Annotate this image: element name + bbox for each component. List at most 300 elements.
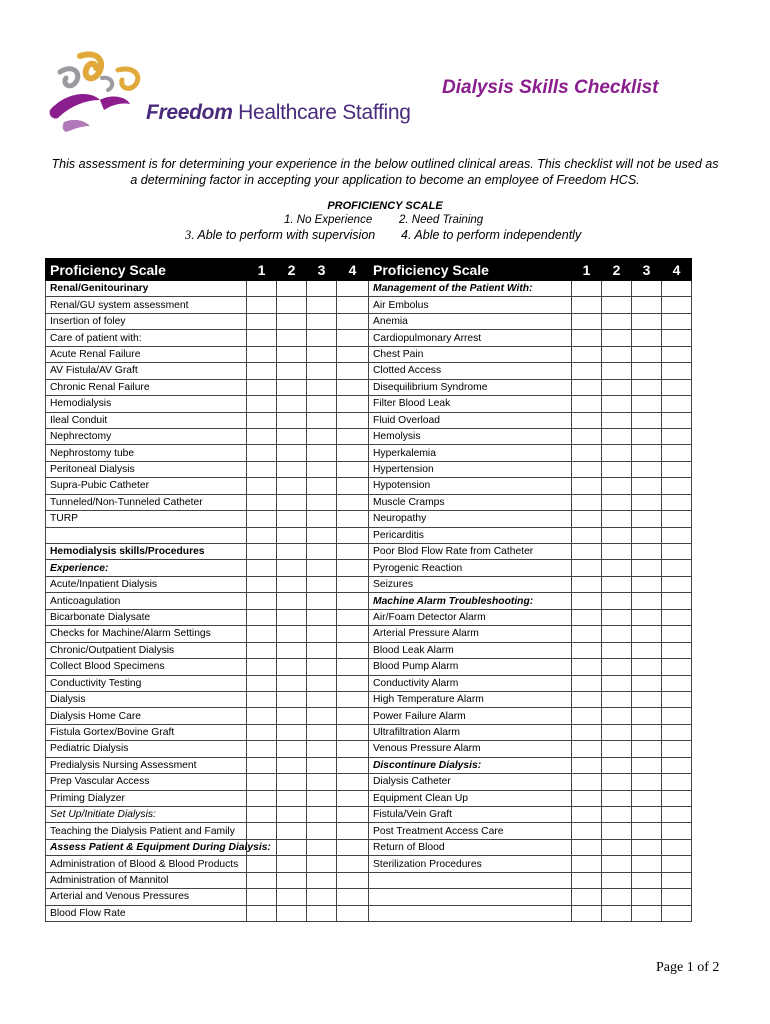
rating-box-left-4[interactable]: [337, 708, 369, 724]
rating-box-left-2[interactable]: [277, 889, 307, 905]
rating-box-right-3[interactable]: [632, 346, 662, 362]
rating-box-left-1[interactable]: [247, 576, 277, 592]
rating-box-left-3[interactable]: [307, 379, 337, 395]
rating-box-right-3[interactable]: [632, 428, 662, 444]
rating-box-left-3[interactable]: [307, 396, 337, 412]
rating-box-right-1[interactable]: [572, 576, 602, 592]
rating-box-right-2[interactable]: [602, 363, 632, 379]
rating-box-right-3[interactable]: [632, 724, 662, 740]
rating-box-left-1[interactable]: [247, 461, 277, 477]
rating-box-right-1[interactable]: [572, 445, 602, 461]
rating-box-right-1[interactable]: [572, 560, 602, 576]
rating-box-left-2[interactable]: [277, 905, 307, 921]
rating-box-right-4[interactable]: [662, 790, 692, 806]
rating-box-left-2[interactable]: [277, 839, 307, 855]
rating-box-left-2[interactable]: [277, 576, 307, 592]
rating-box-right-4[interactable]: [662, 691, 692, 707]
rating-box-right-4[interactable]: [662, 807, 692, 823]
rating-box-left-3[interactable]: [307, 609, 337, 625]
rating-box-left-2[interactable]: [277, 856, 307, 872]
rating-box-right-4[interactable]: [662, 757, 692, 773]
rating-box-right-3[interactable]: [632, 691, 662, 707]
rating-box-left-2[interactable]: [277, 807, 307, 823]
rating-box-right-1[interactable]: [572, 478, 602, 494]
rating-box-right-3[interactable]: [632, 741, 662, 757]
rating-box-left-1[interactable]: [247, 593, 277, 609]
rating-box-right-2[interactable]: [602, 807, 632, 823]
rating-box-right-2[interactable]: [602, 576, 632, 592]
rating-box-right-4[interactable]: [662, 576, 692, 592]
rating-box-left-2[interactable]: [277, 511, 307, 527]
rating-box-left-1[interactable]: [247, 412, 277, 428]
rating-box-right-3[interactable]: [632, 856, 662, 872]
rating-box-left-4[interactable]: [337, 642, 369, 658]
rating-box-left-4[interactable]: [337, 823, 369, 839]
rating-box-left-3[interactable]: [307, 757, 337, 773]
rating-box-right-4[interactable]: [662, 281, 692, 297]
rating-box-right-2[interactable]: [602, 741, 632, 757]
rating-box-right-3[interactable]: [632, 445, 662, 461]
rating-box-right-4[interactable]: [662, 708, 692, 724]
rating-box-right-2[interactable]: [602, 774, 632, 790]
rating-box-left-3[interactable]: [307, 428, 337, 444]
rating-box-right-1[interactable]: [572, 609, 602, 625]
rating-box-right-3[interactable]: [632, 609, 662, 625]
rating-box-left-2[interactable]: [277, 609, 307, 625]
rating-box-right-2[interactable]: [602, 445, 632, 461]
rating-box-left-4[interactable]: [337, 724, 369, 740]
rating-box-left-4[interactable]: [337, 593, 369, 609]
rating-box-left-4[interactable]: [337, 363, 369, 379]
rating-box-right-2[interactable]: [602, 379, 632, 395]
rating-box-right-1[interactable]: [572, 724, 602, 740]
rating-box-right-3[interactable]: [632, 757, 662, 773]
rating-box-left-4[interactable]: [337, 461, 369, 477]
rating-box-right-3[interactable]: [632, 544, 662, 560]
rating-box-left-4[interactable]: [337, 675, 369, 691]
rating-box-right-4[interactable]: [662, 297, 692, 313]
rating-box-left-4[interactable]: [337, 856, 369, 872]
rating-box-right-1[interactable]: [572, 691, 602, 707]
rating-box-left-4[interactable]: [337, 626, 369, 642]
rating-box-right-1[interactable]: [572, 708, 602, 724]
rating-box-left-2[interactable]: [277, 396, 307, 412]
rating-box-left-2[interactable]: [277, 708, 307, 724]
rating-box-right-1[interactable]: [572, 363, 602, 379]
rating-box-right-4[interactable]: [662, 511, 692, 527]
rating-box-right-1[interactable]: [572, 494, 602, 510]
rating-box-left-4[interactable]: [337, 428, 369, 444]
rating-box-right-3[interactable]: [632, 807, 662, 823]
rating-box-left-3[interactable]: [307, 708, 337, 724]
rating-box-left-2[interactable]: [277, 774, 307, 790]
rating-box-left-2[interactable]: [277, 724, 307, 740]
rating-box-left-4[interactable]: [337, 790, 369, 806]
rating-box-left-3[interactable]: [307, 330, 337, 346]
rating-box-right-4[interactable]: [662, 412, 692, 428]
rating-box-left-2[interactable]: [277, 445, 307, 461]
rating-box-left-3[interactable]: [307, 494, 337, 510]
rating-box-right-4[interactable]: [662, 478, 692, 494]
rating-box-right-3[interactable]: [632, 905, 662, 921]
rating-box-right-1[interactable]: [572, 461, 602, 477]
rating-box-left-2[interactable]: [277, 363, 307, 379]
rating-box-right-3[interactable]: [632, 708, 662, 724]
rating-box-right-3[interactable]: [632, 396, 662, 412]
rating-box-right-2[interactable]: [602, 313, 632, 329]
rating-box-left-4[interactable]: [337, 905, 369, 921]
rating-box-left-4[interactable]: [337, 281, 369, 297]
rating-box-right-2[interactable]: [602, 889, 632, 905]
rating-box-right-4[interactable]: [662, 905, 692, 921]
rating-box-right-1[interactable]: [572, 346, 602, 362]
rating-box-left-3[interactable]: [307, 626, 337, 642]
rating-box-left-1[interactable]: [247, 905, 277, 921]
rating-box-right-1[interactable]: [572, 281, 602, 297]
rating-box-right-3[interactable]: [632, 313, 662, 329]
rating-box-left-1[interactable]: [247, 675, 277, 691]
rating-box-right-2[interactable]: [602, 757, 632, 773]
rating-box-right-1[interactable]: [572, 675, 602, 691]
rating-box-left-1[interactable]: [247, 330, 277, 346]
rating-box-right-2[interactable]: [602, 560, 632, 576]
rating-box-right-4[interactable]: [662, 872, 692, 888]
rating-box-left-2[interactable]: [277, 544, 307, 560]
rating-box-right-1[interactable]: [572, 313, 602, 329]
rating-box-left-3[interactable]: [307, 741, 337, 757]
rating-box-left-4[interactable]: [337, 313, 369, 329]
rating-box-right-2[interactable]: [602, 330, 632, 346]
rating-box-left-4[interactable]: [337, 527, 369, 543]
rating-box-right-3[interactable]: [632, 363, 662, 379]
rating-box-right-1[interactable]: [572, 511, 602, 527]
rating-box-right-4[interactable]: [662, 363, 692, 379]
rating-box-right-3[interactable]: [632, 560, 662, 576]
rating-box-right-2[interactable]: [602, 527, 632, 543]
rating-box-right-1[interactable]: [572, 774, 602, 790]
rating-box-right-4[interactable]: [662, 461, 692, 477]
rating-box-left-2[interactable]: [277, 757, 307, 773]
rating-box-right-3[interactable]: [632, 790, 662, 806]
rating-box-left-1[interactable]: [247, 790, 277, 806]
rating-box-left-3[interactable]: [307, 889, 337, 905]
rating-box-right-2[interactable]: [602, 659, 632, 675]
rating-box-right-2[interactable]: [602, 428, 632, 444]
rating-box-right-4[interactable]: [662, 626, 692, 642]
rating-box-left-4[interactable]: [337, 889, 369, 905]
rating-box-left-2[interactable]: [277, 412, 307, 428]
rating-box-right-4[interactable]: [662, 889, 692, 905]
rating-box-right-4[interactable]: [662, 659, 692, 675]
rating-box-right-3[interactable]: [632, 461, 662, 477]
rating-box-left-4[interactable]: [337, 412, 369, 428]
rating-box-left-4[interactable]: [337, 609, 369, 625]
rating-box-right-1[interactable]: [572, 807, 602, 823]
rating-box-left-1[interactable]: [247, 297, 277, 313]
rating-box-left-3[interactable]: [307, 807, 337, 823]
rating-box-left-1[interactable]: [247, 494, 277, 510]
rating-box-left-3[interactable]: [307, 724, 337, 740]
rating-box-right-1[interactable]: [572, 905, 602, 921]
rating-box-left-4[interactable]: [337, 544, 369, 560]
rating-box-left-2[interactable]: [277, 313, 307, 329]
rating-box-right-3[interactable]: [632, 478, 662, 494]
rating-box-left-1[interactable]: [247, 659, 277, 675]
rating-box-left-1[interactable]: [247, 478, 277, 494]
rating-box-left-3[interactable]: [307, 872, 337, 888]
rating-box-right-3[interactable]: [632, 593, 662, 609]
rating-box-right-2[interactable]: [602, 544, 632, 560]
rating-box-left-3[interactable]: [307, 560, 337, 576]
rating-box-left-2[interactable]: [277, 379, 307, 395]
rating-box-left-1[interactable]: [247, 724, 277, 740]
rating-box-right-4[interactable]: [662, 445, 692, 461]
rating-box-left-1[interactable]: [247, 823, 277, 839]
rating-box-right-1[interactable]: [572, 872, 602, 888]
rating-box-left-2[interactable]: [277, 691, 307, 707]
rating-box-left-1[interactable]: [247, 642, 277, 658]
rating-box-right-2[interactable]: [602, 593, 632, 609]
rating-box-left-2[interactable]: [277, 330, 307, 346]
rating-box-right-4[interactable]: [662, 823, 692, 839]
rating-box-left-3[interactable]: [307, 576, 337, 592]
rating-box-left-4[interactable]: [337, 741, 369, 757]
rating-box-right-4[interactable]: [662, 527, 692, 543]
rating-box-left-3[interactable]: [307, 691, 337, 707]
rating-box-right-3[interactable]: [632, 297, 662, 313]
rating-box-right-2[interactable]: [602, 839, 632, 855]
rating-box-left-4[interactable]: [337, 379, 369, 395]
rating-box-left-2[interactable]: [277, 494, 307, 510]
rating-box-right-4[interactable]: [662, 774, 692, 790]
rating-box-right-1[interactable]: [572, 593, 602, 609]
rating-box-left-1[interactable]: [247, 511, 277, 527]
rating-box-left-1[interactable]: [247, 609, 277, 625]
rating-box-left-3[interactable]: [307, 790, 337, 806]
rating-box-left-1[interactable]: [247, 560, 277, 576]
rating-box-left-4[interactable]: [337, 839, 369, 855]
rating-box-left-2[interactable]: [277, 560, 307, 576]
rating-box-left-1[interactable]: [247, 691, 277, 707]
rating-box-right-3[interactable]: [632, 659, 662, 675]
rating-box-right-1[interactable]: [572, 379, 602, 395]
rating-box-left-2[interactable]: [277, 593, 307, 609]
rating-box-left-4[interactable]: [337, 807, 369, 823]
rating-box-right-2[interactable]: [602, 494, 632, 510]
rating-box-right-3[interactable]: [632, 774, 662, 790]
rating-box-right-1[interactable]: [572, 544, 602, 560]
rating-box-left-2[interactable]: [277, 790, 307, 806]
rating-box-right-1[interactable]: [572, 527, 602, 543]
rating-box-right-2[interactable]: [602, 346, 632, 362]
rating-box-right-3[interactable]: [632, 889, 662, 905]
rating-box-left-1[interactable]: [247, 379, 277, 395]
rating-box-left-4[interactable]: [337, 396, 369, 412]
rating-box-left-2[interactable]: [277, 461, 307, 477]
rating-box-left-4[interactable]: [337, 478, 369, 494]
rating-box-right-3[interactable]: [632, 839, 662, 855]
rating-box-right-4[interactable]: [662, 428, 692, 444]
rating-box-left-4[interactable]: [337, 445, 369, 461]
rating-box-right-2[interactable]: [602, 675, 632, 691]
rating-box-left-2[interactable]: [277, 823, 307, 839]
rating-box-left-3[interactable]: [307, 478, 337, 494]
rating-box-left-1[interactable]: [247, 774, 277, 790]
rating-box-left-3[interactable]: [307, 461, 337, 477]
rating-box-left-3[interactable]: [307, 823, 337, 839]
rating-box-right-3[interactable]: [632, 281, 662, 297]
rating-box-left-3[interactable]: [307, 412, 337, 428]
rating-box-right-3[interactable]: [632, 379, 662, 395]
rating-box-left-1[interactable]: [247, 807, 277, 823]
rating-box-right-4[interactable]: [662, 741, 692, 757]
rating-box-left-2[interactable]: [277, 346, 307, 362]
rating-box-right-1[interactable]: [572, 757, 602, 773]
rating-box-left-2[interactable]: [277, 428, 307, 444]
rating-box-right-3[interactable]: [632, 330, 662, 346]
rating-box-left-1[interactable]: [247, 445, 277, 461]
rating-box-right-4[interactable]: [662, 560, 692, 576]
rating-box-right-1[interactable]: [572, 741, 602, 757]
rating-box-left-4[interactable]: [337, 576, 369, 592]
rating-box-left-1[interactable]: [247, 428, 277, 444]
rating-box-left-3[interactable]: [307, 544, 337, 560]
rating-box-left-3[interactable]: [307, 527, 337, 543]
rating-box-right-4[interactable]: [662, 494, 692, 510]
rating-box-left-3[interactable]: [307, 313, 337, 329]
rating-box-right-4[interactable]: [662, 544, 692, 560]
rating-box-left-3[interactable]: [307, 346, 337, 362]
rating-box-left-3[interactable]: [307, 445, 337, 461]
rating-box-right-2[interactable]: [602, 872, 632, 888]
rating-box-left-3[interactable]: [307, 856, 337, 872]
rating-box-left-2[interactable]: [277, 297, 307, 313]
rating-box-right-1[interactable]: [572, 839, 602, 855]
rating-box-left-2[interactable]: [277, 872, 307, 888]
rating-box-left-2[interactable]: [277, 659, 307, 675]
rating-box-left-2[interactable]: [277, 642, 307, 658]
rating-box-right-1[interactable]: [572, 297, 602, 313]
rating-box-right-3[interactable]: [632, 511, 662, 527]
rating-box-left-1[interactable]: [247, 363, 277, 379]
rating-box-left-1[interactable]: [247, 626, 277, 642]
rating-box-left-1[interactable]: [247, 757, 277, 773]
rating-box-right-2[interactable]: [602, 856, 632, 872]
rating-box-right-1[interactable]: [572, 790, 602, 806]
rating-box-left-3[interactable]: [307, 297, 337, 313]
rating-box-left-3[interactable]: [307, 839, 337, 855]
rating-box-right-4[interactable]: [662, 379, 692, 395]
rating-box-right-3[interactable]: [632, 576, 662, 592]
rating-box-right-4[interactable]: [662, 724, 692, 740]
rating-box-left-4[interactable]: [337, 330, 369, 346]
rating-box-left-1[interactable]: [247, 708, 277, 724]
rating-box-right-3[interactable]: [632, 675, 662, 691]
rating-box-right-4[interactable]: [662, 609, 692, 625]
rating-box-left-3[interactable]: [307, 675, 337, 691]
rating-box-right-1[interactable]: [572, 856, 602, 872]
rating-box-right-3[interactable]: [632, 494, 662, 510]
rating-box-left-1[interactable]: [247, 872, 277, 888]
rating-box-left-2[interactable]: [277, 626, 307, 642]
rating-box-left-4[interactable]: [337, 872, 369, 888]
rating-box-right-4[interactable]: [662, 675, 692, 691]
rating-box-right-3[interactable]: [632, 412, 662, 428]
rating-box-left-4[interactable]: [337, 659, 369, 675]
rating-box-right-2[interactable]: [602, 626, 632, 642]
rating-box-left-4[interactable]: [337, 560, 369, 576]
rating-box-right-4[interactable]: [662, 839, 692, 855]
rating-box-left-1[interactable]: [247, 527, 277, 543]
rating-box-right-4[interactable]: [662, 856, 692, 872]
rating-box-right-1[interactable]: [572, 659, 602, 675]
rating-box-right-4[interactable]: [662, 642, 692, 658]
rating-box-right-2[interactable]: [602, 396, 632, 412]
rating-box-left-2[interactable]: [277, 478, 307, 494]
rating-box-left-4[interactable]: [337, 774, 369, 790]
rating-box-left-2[interactable]: [277, 527, 307, 543]
rating-box-left-3[interactable]: [307, 642, 337, 658]
rating-box-left-3[interactable]: [307, 511, 337, 527]
rating-box-left-2[interactable]: [277, 675, 307, 691]
rating-box-right-4[interactable]: [662, 346, 692, 362]
rating-box-left-1[interactable]: [247, 281, 277, 297]
rating-box-right-2[interactable]: [602, 281, 632, 297]
rating-box-right-2[interactable]: [602, 297, 632, 313]
rating-box-right-1[interactable]: [572, 626, 602, 642]
rating-box-left-4[interactable]: [337, 691, 369, 707]
rating-box-left-4[interactable]: [337, 757, 369, 773]
rating-box-left-1[interactable]: [247, 396, 277, 412]
rating-box-right-2[interactable]: [602, 511, 632, 527]
rating-box-right-2[interactable]: [602, 642, 632, 658]
rating-box-left-3[interactable]: [307, 905, 337, 921]
rating-box-left-3[interactable]: [307, 593, 337, 609]
rating-box-right-4[interactable]: [662, 330, 692, 346]
rating-box-right-2[interactable]: [602, 724, 632, 740]
rating-box-right-1[interactable]: [572, 889, 602, 905]
rating-box-right-3[interactable]: [632, 872, 662, 888]
rating-box-right-3[interactable]: [632, 642, 662, 658]
rating-box-left-3[interactable]: [307, 774, 337, 790]
rating-box-left-4[interactable]: [337, 346, 369, 362]
rating-box-right-2[interactable]: [602, 905, 632, 921]
rating-box-right-4[interactable]: [662, 396, 692, 412]
rating-box-right-2[interactable]: [602, 609, 632, 625]
rating-box-right-2[interactable]: [602, 461, 632, 477]
rating-box-left-3[interactable]: [307, 659, 337, 675]
rating-box-right-1[interactable]: [572, 823, 602, 839]
rating-box-left-1[interactable]: [247, 741, 277, 757]
rating-box-left-2[interactable]: [277, 281, 307, 297]
rating-box-right-1[interactable]: [572, 428, 602, 444]
rating-box-right-2[interactable]: [602, 691, 632, 707]
rating-box-right-2[interactable]: [602, 823, 632, 839]
rating-box-right-2[interactable]: [602, 790, 632, 806]
rating-box-right-2[interactable]: [602, 708, 632, 724]
rating-box-left-1[interactable]: [247, 856, 277, 872]
rating-box-right-1[interactable]: [572, 330, 602, 346]
rating-box-right-2[interactable]: [602, 412, 632, 428]
rating-box-right-1[interactable]: [572, 412, 602, 428]
rating-box-left-1[interactable]: [247, 313, 277, 329]
rating-box-left-2[interactable]: [277, 741, 307, 757]
rating-box-left-1[interactable]: [247, 544, 277, 560]
rating-box-right-4[interactable]: [662, 593, 692, 609]
rating-box-left-1[interactable]: [247, 346, 277, 362]
rating-box-left-4[interactable]: [337, 494, 369, 510]
rating-box-left-4[interactable]: [337, 511, 369, 527]
